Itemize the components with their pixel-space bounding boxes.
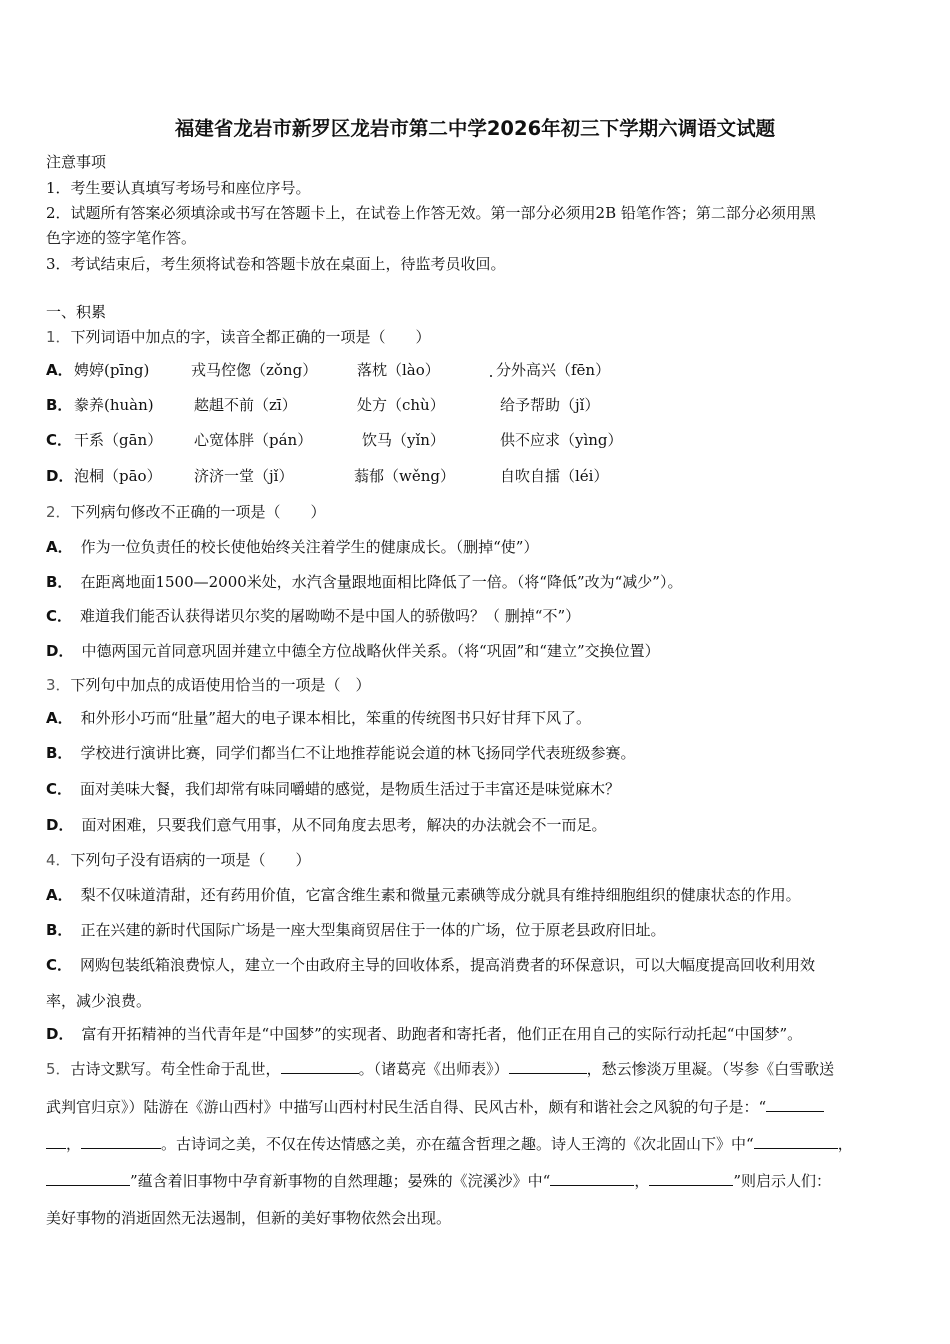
option-text: 难道我们能否认获得诺贝尔奖的屠呦呦不是中国人的骄傲吗？（ 删掉“不”）: [80, 607, 581, 625]
option-cell: 娉婷(pīng): [74, 361, 150, 379]
option-cell: 蓊郁（wěng）: [354, 467, 455, 485]
option-cell: 戎马倥偬（zǒng）: [191, 361, 318, 379]
emphasis-dot: [490, 375, 492, 377]
option-cell: 处方（chù）: [357, 396, 445, 414]
option-letter: A．: [46, 709, 73, 727]
option-letter: A．: [46, 886, 73, 904]
section-heading: 一、积累: [46, 303, 107, 321]
question-4-stem: [46, 850, 311, 870]
option-continuation: 率，减少浪费。: [46, 992, 152, 1010]
option-cell: 落枕（lào）: [357, 361, 440, 379]
question-text: ，: [837, 1135, 853, 1153]
answer-blank[interactable]: [281, 1059, 359, 1074]
question-number: 2．: [46, 503, 71, 521]
question-number: 4．: [46, 851, 71, 869]
option-letter: C．: [46, 431, 73, 449]
question-text: 。古诗词之美，不仅在传达情感之美，亦在蕴含哲理之趣。诗人王湾的《次北固山下》中“: [161, 1135, 754, 1153]
page-title: 福建省龙岩市新罗区龙岩市第二中学2026年初三下学期六调语文试题: [174, 117, 776, 140]
option-cell: 济济一堂（jǐ）: [194, 467, 294, 485]
option-text: 面对困难，只要我们意气用事，从不同角度去思考，解决的办法就会不一而足。: [81, 816, 607, 834]
option-cell: 心宽体胖（pán）: [194, 431, 313, 449]
question-text: ，: [634, 1172, 650, 1190]
question-text: ，: [66, 1135, 82, 1153]
option-cell: 泡桐（pāo）: [74, 467, 162, 485]
option-letter: B．: [46, 744, 73, 762]
option-letter: C．: [46, 780, 73, 798]
option-text: 在距离地面1500—2000米处，水汽含量跟地面相比降低了一倍。（将“降低”改为“减少”）。: [80, 573, 683, 591]
option-letter: D．: [46, 467, 74, 485]
option-letter: D．: [46, 816, 74, 834]
option: [46, 606, 580, 626]
question-text: 武判官归京》）陆游在《游山西村》中描写山西村村民生活自得、民风古朴，颇有和谐社会之风貌的句子是：“: [46, 1098, 767, 1116]
option: [46, 572, 682, 592]
option-cell: 趑趄不前（zī）: [194, 396, 297, 414]
answer-blank[interactable]: [46, 1134, 66, 1149]
answer-blank[interactable]: [81, 1134, 161, 1149]
option-letter: C．: [46, 956, 73, 974]
option-cell: 豢养(huàn): [74, 396, 154, 414]
option-cell: 饮马（yǐn）: [362, 431, 445, 449]
option-letter: A．: [46, 538, 73, 556]
option: [46, 955, 815, 975]
option: [46, 641, 660, 661]
answer-blank[interactable]: [550, 1171, 634, 1186]
option: [46, 1024, 802, 1044]
option-letter: B．: [46, 396, 73, 414]
question-2-stem: [46, 502, 326, 522]
option-letter: C．: [46, 607, 73, 625]
notice-item: 色字迹的签字笔作答。: [46, 229, 197, 247]
option: [46, 885, 801, 905]
option-cell: 分外高兴（fēn）: [496, 361, 611, 379]
question-text: 。（诸葛亮《出师表》）: [358, 1060, 509, 1078]
option-text: 富有开拓精神的当代青年是“中国梦”的实现者、助跑者和寄托者，他们正在用自己的实际行动托起“中国梦”。: [81, 1025, 803, 1043]
option-letter: D．: [46, 1025, 74, 1043]
question-1-stem: [46, 327, 431, 347]
option-text: 作为一位负责任的校长使他始终关注着学生的健康成长。（删掉“使”）: [80, 538, 539, 556]
notice-heading: 注意事项: [46, 153, 107, 171]
option: [46, 815, 606, 835]
answer-blank[interactable]: [754, 1134, 838, 1149]
option-text: 网购包装纸箱浪费惊人，建立一个由政府主导的回收体系，提高消费者的环保意识，可以大幅度提高回收利用效: [80, 956, 816, 974]
question-text: 下列句中加点的成语使用恰当的一项是（ ）: [70, 676, 371, 694]
notice-item: 1．考生要认真填写考场号和座位序号。: [46, 179, 311, 197]
question-text: 古诗文默写。苟全性命于乱世，: [70, 1060, 281, 1078]
option: [46, 779, 620, 799]
question-5-line: [46, 1171, 831, 1191]
option-text: 中德两国元首同意巩固并建立中德全方位战略伙伴关系。（将“巩固”和“建立”交换位置）: [81, 642, 660, 660]
answer-blank[interactable]: [766, 1097, 824, 1112]
notice-item: 2．试题所有答案必须填涂或书写在答题卡上，在试卷上作答无效。第一部分必须用2B 铅笔作答；第二部分必须用黑: [46, 204, 816, 222]
question-5-line: [46, 1134, 853, 1154]
question-number: 5．: [46, 1060, 71, 1078]
option-letter: B．: [46, 921, 73, 939]
option-text: 梨不仅味道清甜，还有药用价值，它富含维生素和微量元素碘等成分就具有维持细胞组织的健康状态的作用。: [80, 886, 801, 904]
question-5-line: [46, 1097, 824, 1117]
question-number: 1．: [46, 328, 71, 346]
question-number: 3．: [46, 676, 71, 694]
question-text: ”则启示人们：: [733, 1172, 832, 1190]
question-3-stem: [46, 675, 371, 695]
answer-blank[interactable]: [46, 1171, 130, 1186]
option-text: 学校进行演讲比赛，同学们都当仁不让地推荐能说会道的林飞扬同学代表班级参赛。: [80, 744, 636, 762]
question-text: 下列句子没有语病的一项是（ ）: [70, 851, 311, 869]
notice-item: 3．考试结束后，考生须将试卷和答题卡放在桌面上，待监考员收回。: [46, 255, 506, 273]
question-5-line: [46, 1059, 834, 1079]
option-letter: B．: [46, 573, 73, 591]
question-text: 下列词语中加点的字，读音全都正确的一项是（ ）: [70, 328, 431, 346]
option: [46, 537, 538, 557]
option: [46, 743, 635, 763]
question-text: ，愁云惨淡万里凝。（岑参《白雪歌送: [586, 1060, 835, 1078]
option: [46, 708, 591, 728]
question-5-line: 美好事物的消逝固然无法遏制，但新的美好事物依然会出现。: [46, 1209, 452, 1227]
option-letter: A．: [46, 361, 73, 379]
option-letter: D．: [46, 642, 74, 660]
option-cell: 供不应求（yìng）: [500, 431, 623, 449]
option-text: 面对美味大餐，我们却常有味同嚼蜡的感觉，是物质生活过于丰富还是味觉麻木？: [80, 780, 621, 798]
option-cell: 给予帮助（jǐ）: [500, 396, 600, 414]
option-cell: 自吹自擂（léi）: [500, 467, 609, 485]
question-text: 下列病句修改不正确的一项是（ ）: [70, 503, 326, 521]
question-text: ”蕴含着旧事物中孕育新事物的自然理趣；晏殊的《浣溪沙》中“: [130, 1172, 551, 1190]
answer-blank[interactable]: [649, 1171, 733, 1186]
answer-blank[interactable]: [509, 1059, 587, 1074]
option: [46, 920, 665, 940]
option-text: 正在兴建的新时代国际广场是一座大型集商贸居住于一体的广场，位于原老县政府旧址。: [80, 921, 666, 939]
option-text: 和外形小巧而“肚量”超大的电子课本相比，笨重的传统图书只好甘拜下风了。: [80, 709, 591, 727]
option-cell: 干系（gān）: [74, 431, 163, 449]
